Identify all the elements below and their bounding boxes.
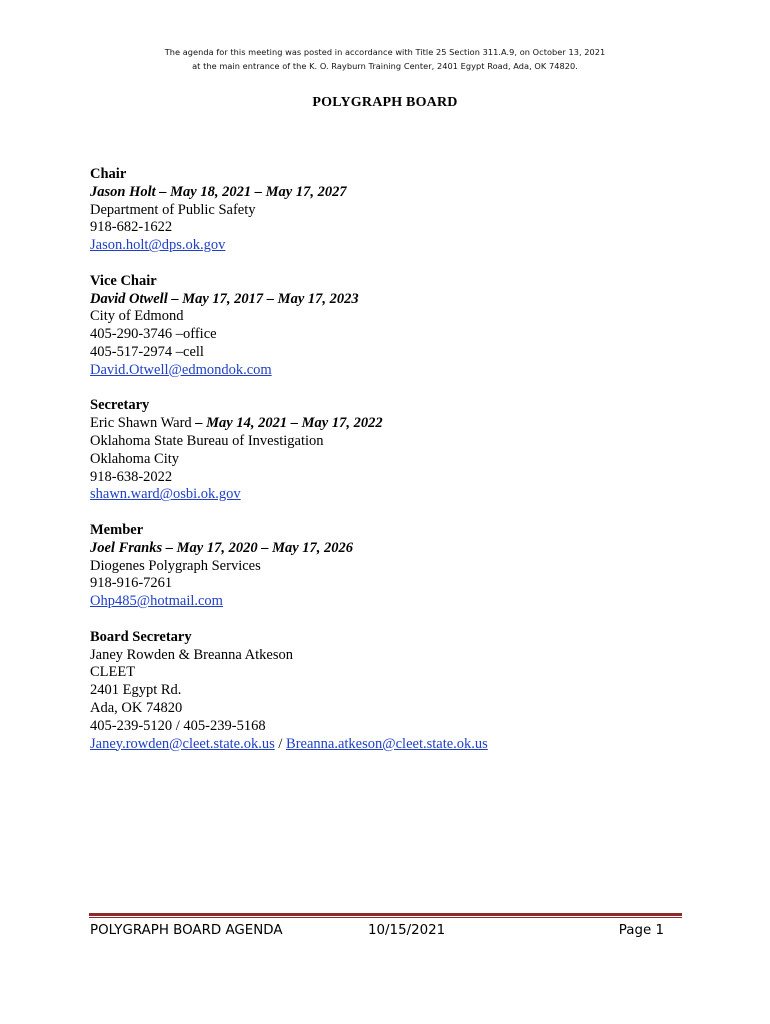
board-secretary-section: [90, 629, 710, 754]
board-roster: [90, 166, 710, 771]
secretary-city: Oklahoma City: [90, 450, 180, 467]
member-term: Joel Franks – May 17, 2020 – May 17, 2026: [90, 539, 354, 556]
member-organization: Diogenes Polygraph Services: [90, 557, 261, 574]
board-secretary-organization: CLEET: [90, 664, 136, 681]
footer-page-number: Page 1: [618, 923, 664, 938]
board-secretary-names: Janey Rowden & Breanna Atkeson: [90, 646, 293, 663]
secretary-phone: 918-638-2022: [90, 468, 173, 485]
vice-chair-email-link[interactable]: David.Otwell@edmondok.com: [90, 361, 272, 378]
footer-rule-thin: [89, 917, 682, 918]
secretary-name: Eric Shawn Ward: [90, 415, 196, 432]
board-secretary-email-link-2[interactable]: Breanna.atkeson@cleet.state.ok.us: [286, 735, 488, 752]
board-secretary-heading: Board Secretary: [90, 628, 192, 645]
vice-chair-phone-cell: 405-517-2974 –cell: [90, 343, 204, 360]
email-separator: /: [274, 735, 287, 752]
vice-chair-heading: Vice Chair: [90, 272, 157, 289]
member-email-link[interactable]: Ohp485@hotmail.com: [90, 593, 223, 610]
secretary-name-line: [90, 415, 710, 433]
posting-notice-line-1: The agenda for this meeting was posted in accordance with Title 25 Section 311.A.9, on October 13, 2021: [164, 47, 606, 57]
posting-notice-line-2: at the main entrance of the K. O. Rayburn Training Center, 2401 Egypt Road, Ada, OK 74820.: [192, 61, 578, 71]
chair-email-link[interactable]: Jason.holt@dps.ok.gov: [90, 237, 226, 254]
footer-date: 10/15/2021: [368, 923, 446, 938]
member-section: [90, 522, 710, 611]
secretary-heading: Secretary: [90, 397, 150, 414]
chair-phone: 918-682-1622: [90, 219, 173, 236]
vice-chair-phone-office: 405-290-3746 –office: [90, 326, 217, 343]
board-secretary-city: Ada, OK 74820: [90, 699, 183, 716]
vice-chair-organization: City of Edmond: [90, 308, 184, 325]
chair-section: [90, 166, 710, 255]
page-title: POLYGRAPH BOARD: [312, 95, 458, 110]
board-secretary-email-link-1[interactable]: Janey.rowden@cleet.state.ok.us: [90, 735, 275, 752]
vice-chair-term: David Otwell – May 17, 2017 – May 17, 2023: [90, 290, 359, 307]
member-heading: Member: [90, 521, 144, 538]
secretary-section: [90, 397, 710, 504]
board-secretary-emails: [90, 736, 710, 754]
vice-chair-section: [90, 273, 710, 380]
board-secretary-phones: 405-239-5120 / 405-239-5168: [90, 717, 266, 734]
secretary-term: – May 14, 2021 – May 17, 2022: [195, 415, 383, 432]
member-phone: 918-916-7261: [90, 575, 173, 592]
board-secretary-street: 2401 Egypt Rd.: [90, 682, 182, 699]
chair-term: Jason Holt – May 18, 2021 – May 17, 2027: [90, 183, 347, 200]
footer-rule: [89, 913, 682, 916]
secretary-organization: Oklahoma State Bureau of Investigation: [90, 432, 324, 449]
chair-organization: Department of Public Safety: [90, 201, 256, 218]
secretary-email-link[interactable]: shawn.ward@osbi.ok.gov: [90, 486, 241, 503]
footer-document-title: POLYGRAPH BOARD AGENDA: [90, 923, 283, 938]
chair-heading: Chair: [90, 166, 127, 182]
